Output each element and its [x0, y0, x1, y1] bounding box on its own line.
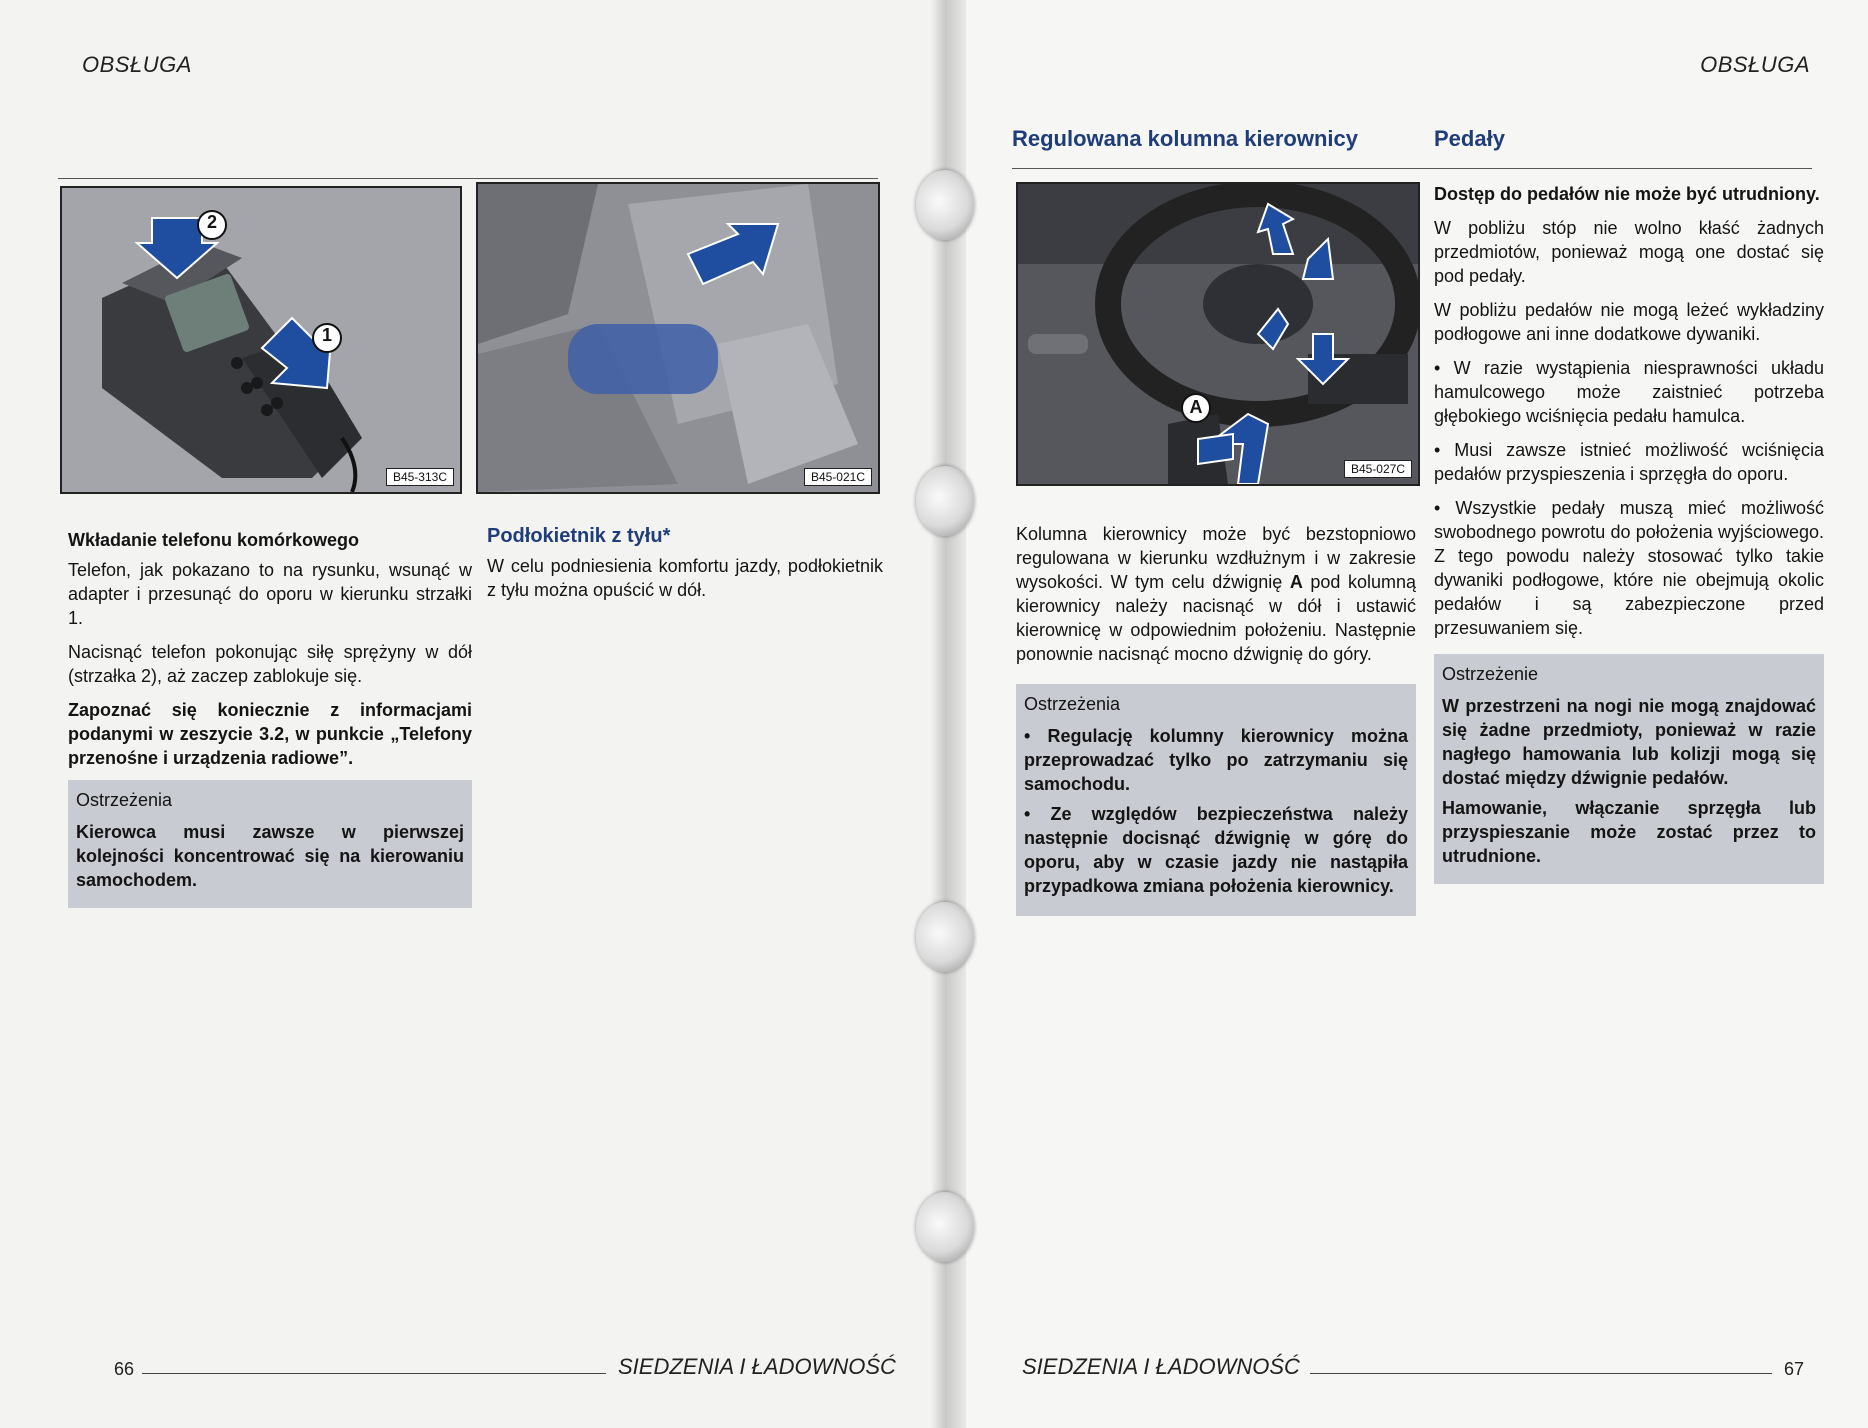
warning-text-1: W przestrzeni na nogi nie mogą znajdować się żadne przedmioty, ponieważ w razie nagłego hamowania lub kolizji mogą się dostać między dźwignie pedałów. [1442, 696, 1816, 788]
column-pedals [1434, 182, 1824, 884]
phone-paragraph-3: Zapoznać się koniecznie z informacjami podanymi w zeszycie 3.2, w punkcie „Telefony przenośne i urządzenia radiowe”. [68, 700, 472, 768]
warning-text-2: Hamowanie, włączanie sprzęgła lub przyspieszanie może zostać przez to utrudnione. [1442, 798, 1816, 866]
footer-title: SIEDZENIA I ŁADOWNOŚĆ [618, 1354, 896, 1379]
figure-rear-armrest [476, 182, 880, 494]
armrest-heading: Podłokietnik z tyłu* [487, 525, 671, 547]
warning-text: Kierowca musi zawsze w pierwszej kolejności koncentrować się na kierowaniu samochodem. [76, 822, 464, 890]
footer-title: SIEDZENIA I ŁADOWNOŚĆ [1022, 1354, 1300, 1379]
figure-code: B45-027C [1344, 460, 1412, 478]
phone-adapter-illustration [62, 188, 460, 492]
pedals-bullet-1: • W razie wystąpienia niesprawności układu hamulcowego może zaistnieć potrzeba głębokiego wciśnięcia pedału hamulca. [1434, 358, 1824, 426]
steering-column-illustration [1018, 184, 1418, 484]
warning-item-2: • Ze względów bezpieczeństwa należy następnie docisnąć dźwignię w górę do oporu, aby w czasie jazdy nie nastąpiła przypadkowa zmiana położenia kierownicy. [1024, 804, 1408, 896]
steering-paragraph: Kolumna kierownicy może być bezstopniowo regulowana w kierunku wzdłużnym i w zakresie wysokości. W tym celu dźwignię A pod kolumną kierownicy należy nacisnąć w dół i ustawić kierownicę w odpowiednim położeniu. Następnie ponownie nacisnąć mocno dźwignię do góry. [1016, 524, 1416, 664]
right-page [946, 0, 1868, 1428]
footer-rule [1310, 1373, 1772, 1374]
page-header: OBSŁUGA [1700, 52, 1810, 77]
figure-phone-adapter [60, 186, 462, 494]
figure-code: B45-021C [804, 468, 872, 486]
footer-rule [142, 1373, 606, 1374]
callout-a: A [1189, 397, 1203, 417]
binder-ring [916, 1192, 974, 1262]
pedals-paragraph-2: W pobliżu stóp nie wolno kłaść żadnych przedmiotów, ponieważ mogą one dostać się pod pedały. [1434, 218, 1824, 286]
pedals-bullet-3: • Wszystkie pedały muszą mieć możliwość swobodnego powrotu do położenia wyjściowego. Z tego powodu należy stosować tylko takie dywaniki podłogowe, które nie obejmują okolic pedałów i są zabezpieczone przed przesuwaniem się. [1434, 498, 1824, 638]
warning-title: Ostrzeżenie [1442, 664, 1539, 684]
pedals-paragraph-3: W pobliżu pedałów nie mogą leżeć wykładziny podłogowe ani inne dodatkowe dywaniki. [1434, 300, 1824, 344]
steering-warning-box [1016, 684, 1416, 916]
section-title-pedals: Pedały [1434, 126, 1505, 151]
header-rule [1012, 168, 1812, 169]
binder-ring [916, 170, 974, 240]
page-number: 66 [114, 1359, 135, 1379]
column-phone [68, 528, 472, 908]
page-number: 67 [1784, 1359, 1805, 1379]
column-armrest [487, 524, 883, 612]
warning-title: Ostrzeżenia [76, 790, 173, 810]
warning-title: Ostrzeżenia [1024, 694, 1121, 714]
column-steering [1016, 522, 1416, 916]
phone-warning-box [68, 780, 472, 908]
binder-ring [916, 902, 974, 972]
callout-2: 2 [206, 212, 217, 232]
header-rule [58, 178, 878, 179]
section-title-steering: Regulowana kolumna kierownicy [1012, 126, 1358, 151]
warning-item-1: • Regulację kolumny kierownicy można przeprowadzać tylko po zatrzymaniu się samochodu. [1024, 726, 1408, 794]
page-header: OBSŁUGA [82, 52, 192, 77]
rear-armrest-illustration [478, 184, 878, 492]
pedals-warning-box [1434, 654, 1824, 884]
phone-heading: Wkładanie telefonu komórkowego [68, 530, 360, 550]
figure-steering-column [1016, 182, 1420, 486]
callout-1: 1 [321, 325, 332, 345]
phone-paragraph-2: Nacisnąć telefon pokonując siłę sprężyny w dół (strzałka 2), aż zaczep zablokuje się. [68, 642, 472, 686]
binder-ring [916, 466, 974, 536]
pedals-paragraph-1: Dostęp do pedałów nie może być utrudniony. [1434, 184, 1820, 204]
figure-code: B45-313C [386, 468, 454, 486]
pedals-bullet-2: • Musi zawsze istnieć możliwość wciśnięcia pedałów przyspieszenia i sprzęgła do oporu. [1434, 440, 1824, 484]
phone-paragraph-1: Telefon, jak pokazano to na rysunku, wsunąć w adapter i przesunąć do oporu w kierunku strzałki 1. [68, 560, 472, 628]
armrest-paragraph: W celu podniesienia komfortu jazdy, podłokietnik z tyłu można opuścić w dół. [487, 556, 883, 600]
